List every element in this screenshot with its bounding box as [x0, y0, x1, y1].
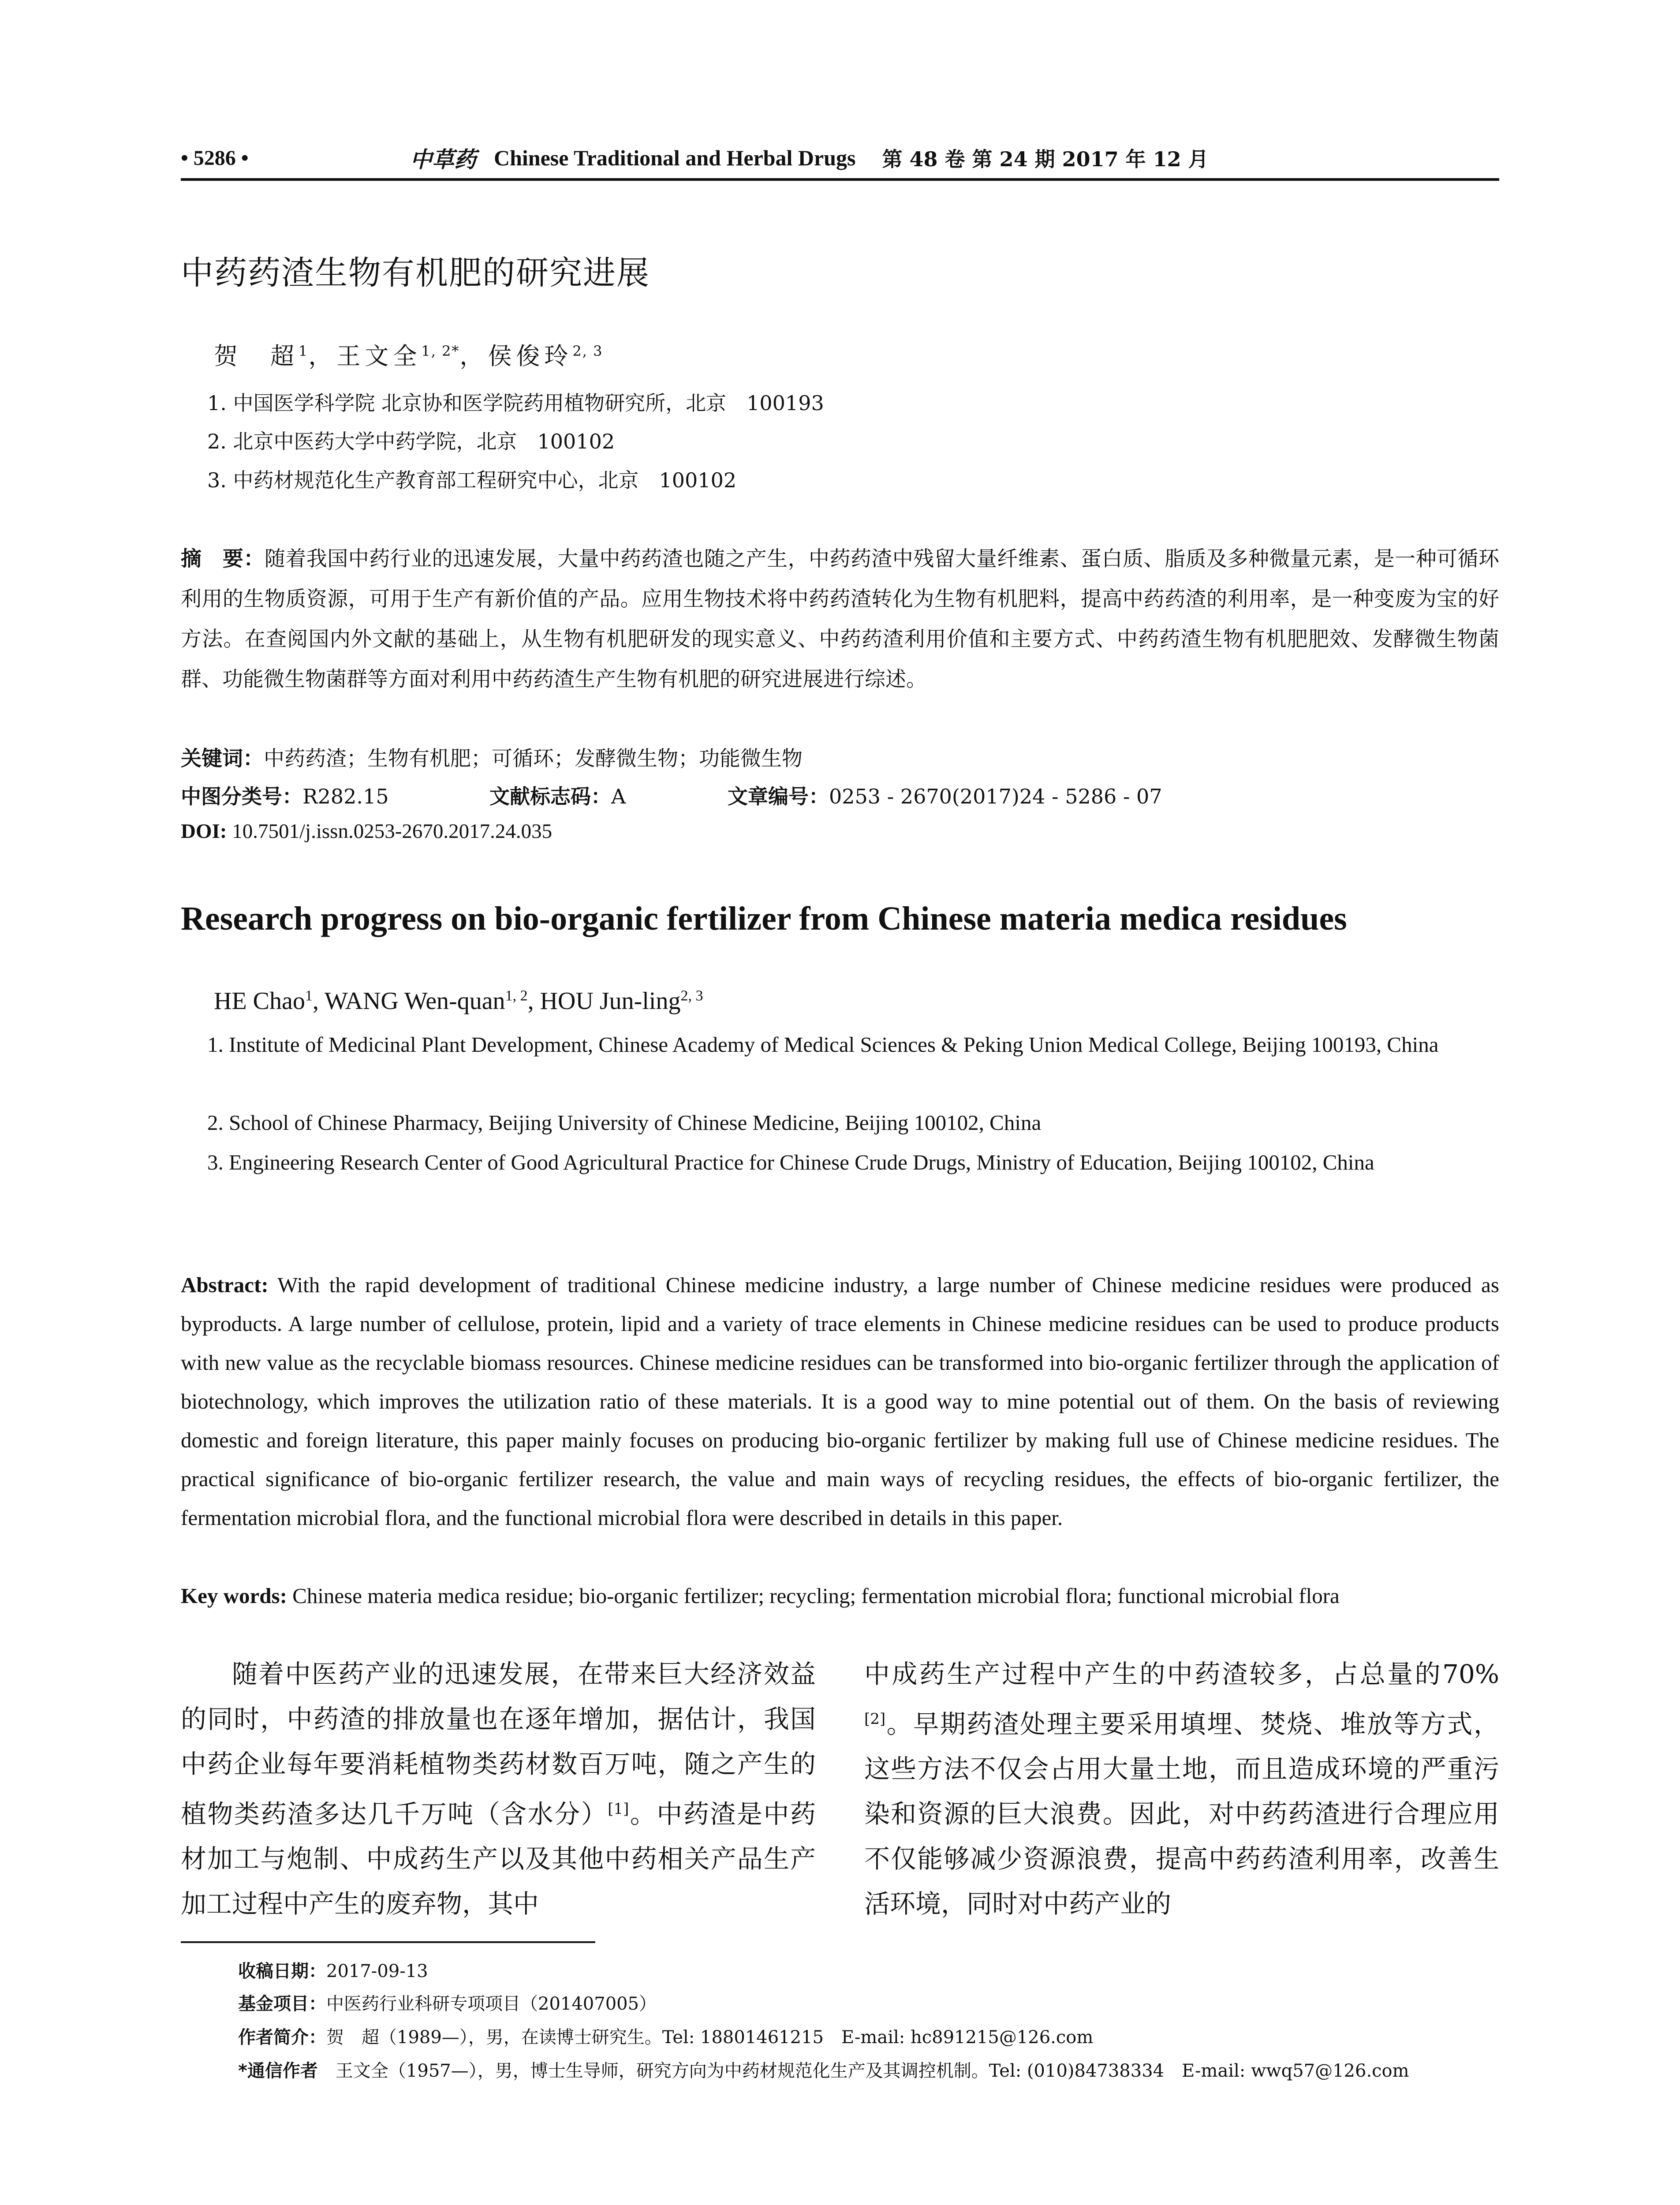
affiliation-en-text: 2. School of Chinese Pharmacy, Beijing University of Chinese Medicine, Beijing 100102, China	[207, 1110, 1042, 1135]
footnote-fund	[238, 1990, 657, 2015]
author-cn: 侯俊玲	[488, 342, 573, 370]
abstract-en-text: With the rapid development of traditional Chinese medicine industry, a large number of Chinese medicine residues were produced as byproducts. A large number of cellulose, protein, lipid and a variety of trace elements in Chinese medicine residues can be used to produce products with new value as the recyclable biomass resources. Chinese medicine residues can be transformed into bio-organic fertilizer through the application of biotechnology, which improves the utilization ratio of these materials. It is a good way to mine potential out of them. On the basis of reviewing domestic and foreign literature, this paper mainly focuses on producing bio-organic fertilizer by making full use of Chinese medicine residues. The practical significance of bio-organic fertilizer research, the value and main ways of recycling residues, the effects of bio-organic fertilizer, the fermentation microbial flora, and the functional microbial flora were described in details in this paper.	[181, 1273, 1499, 1530]
keywords-cn	[181, 742, 803, 772]
author-en: WANG Wen-quan	[324, 987, 505, 1015]
author-cn: 贺 超	[214, 342, 299, 370]
clc-field	[181, 781, 489, 810]
page-number: • 5286 •	[181, 146, 249, 170]
footnote-text: 2017-09-13	[326, 1961, 428, 1981]
footnote-label: 作者简介：	[238, 2027, 326, 2048]
abstract-cn	[181, 539, 1499, 699]
article-no-field	[728, 781, 1162, 810]
keywords-cn-text: 中药药渣；生物有机肥；可循环；发酵微生物；功能微生物	[264, 747, 803, 771]
body-text: 中成药生产过程中产生的中药渣较多，占总量的70%	[864, 1659, 1499, 1689]
clc-value: R282.15	[302, 785, 389, 808]
author-sup: 1, 2	[505, 987, 528, 1004]
doc-code-field	[489, 781, 728, 810]
affiliation-cn: 3. 中药材规范化生产教育部工程研究中心，北京 100102	[207, 468, 737, 492]
affiliation-en	[207, 1103, 1499, 1142]
footnote-received	[238, 1957, 428, 1982]
footnote-label: 基金项目：	[238, 1994, 326, 2014]
running-header	[181, 140, 1499, 176]
affiliation-cn: 1. 中国医学科学院 北京协和医学院药用植物研究所，北京 100193	[207, 391, 824, 415]
footnote-corresponding	[238, 2057, 1409, 2082]
author-en: HE Chao	[214, 987, 305, 1015]
classification-line	[181, 781, 1162, 810]
authors-en: HE Chao$^1$, WANG Wen-quan$^{1, 2}$, HOU Jun-ling$^{2, 3}$	[214, 987, 703, 1015]
doi-value: 10.7501/j.issn.0253-2670.2017.24.035	[232, 820, 553, 843]
keywords-en	[181, 1583, 1499, 1608]
abstract-cn-text: 随着我国中药行业的迅速发展，大量中药药渣也随之产生，中药药渣中残留大量纤维素、蛋白质、脂质及多种微量元素，是一种可循环利用的生物质资源，可用于生产有新价值的产品。应用生物技术将中药药渣转化为生物有机肥料，提高中药药渣的利用率，是一种变废为宝的好方法。在查阅国内外文献的基础上，从生物有机肥研发的现实意义、中药药渣利用价值和主要方式、中药药渣生物有机肥肥效、发酵微生物菌群、功能微生物菌群等方面对利用中药药渣生产生物有机肥的研究进展进行综述。	[181, 547, 1500, 691]
article-no-value: 0253 - 2670(2017)24 - 5286 - 07	[829, 785, 1162, 808]
footnote-rule	[181, 1941, 595, 1943]
doc-code-value: A	[611, 785, 626, 808]
affiliation-en-text: 1. Institute of Medicinal Plant Development, Chinese Academy of Medical Sciences & Peking Union Medical College, Beijing 100193, China	[207, 1032, 1439, 1057]
abstract-en	[181, 1266, 1499, 1537]
citation-ref[interactable]: [2]	[864, 1710, 886, 1728]
author-sup: 2, 3	[572, 343, 603, 359]
author-sup: 1	[299, 343, 309, 359]
footnote-text: 王文全（1957—），男，博士生导师，研究方向为中药材规范化生产及其调控机制。Tel: (010)84738334 E-mail: wwq57@126.com	[317, 2061, 1409, 2081]
footnote-author	[238, 2023, 1093, 2048]
author-sup: 2, 3	[680, 987, 703, 1004]
author-sup: 1, 2*	[421, 343, 460, 359]
body-column-right	[864, 1652, 1499, 1926]
header-rule	[181, 178, 1499, 181]
doi-label: DOI:	[181, 820, 227, 843]
affiliation-en	[207, 1025, 1499, 1064]
issue-info: 第 48 卷 第 24 期 2017 年 12 月	[882, 147, 1209, 171]
keywords-en-text: Chinese materia medica residue; bio-organic fertilizer; recycling; fermentation microbial flora; functional microbial flora	[292, 1584, 1340, 1608]
body-text: 随着中医药产业的迅速发展，在带来巨大经济效益的同时，中药渣的排放量也在逐年增加，据估计，我国中药企业每年要消耗植物类药材数百万吨，随之产生的植物类药渣多达几千万吨（含水分）	[181, 1659, 816, 1829]
affiliation-cn: 2. 北京中医药大学中药学院，北京 100102	[207, 430, 615, 453]
article-no-label: 文章编号：	[728, 785, 829, 808]
affiliation-en-text: 3. Engineering Research Center of Good Agricultural Practice for Chinese Crude Drugs, Ministry of Education, Beijing 100102, China	[207, 1150, 1374, 1174]
footnote-label: 收稿日期：	[238, 1961, 326, 1981]
title-en: Research progress on bio-organic fertilizer from Chinese materia medica residues	[181, 900, 1347, 937]
body-text: 。早期药渣处理主要采用填埋、焚烧、堆放等方式，这些方法不仅会占用大量土地，而且造成环境的严重污染和资源的巨大浪费。因此，对中药药渣进行合理应用不仅能够减少资源浪费，提高中药药渣利用率，改善生活环境，同时对中药产业的	[864, 1709, 1499, 1919]
body-column-left	[181, 1652, 816, 1926]
abstract-cn-label: 摘 要：	[181, 547, 265, 571]
author-en: HOU Jun-ling	[540, 987, 681, 1015]
author-sup: 1	[305, 987, 313, 1004]
footnote-text: 中医药行业科研专项项目（201407005）	[326, 1994, 657, 2014]
keywords-en-label: Key words:	[181, 1584, 287, 1608]
body-text: 。中药渣是中药材加工与炮制、中成药生产以及其他中药相关产品生产加工过程中产生的废弃物，其中	[181, 1799, 816, 1919]
affiliation-en	[207, 1143, 1499, 1182]
doi-line	[181, 819, 552, 843]
clc-label: 中图分类号：	[181, 785, 302, 808]
abstract-en-label: Abstract:	[181, 1273, 269, 1297]
title-cn: 中药药渣生物有机肥的研究进展	[181, 254, 650, 292]
authors-cn: 贺 超$^1$，王文全$^{1, 2*}$，侯俊玲$^{2, 3}$	[214, 342, 603, 370]
footnote-text: 贺 超（1989—），男，在读博士研究生。Tel: 18801461215 E-mail: hc891215@126.com	[326, 2027, 1094, 2048]
keywords-cn-label: 关键词：	[181, 747, 264, 771]
author-cn: 王文全	[336, 342, 422, 370]
doc-code-label: 文献标志码：	[489, 785, 611, 808]
journal-name-en: Chinese Traditional and Herbal Drugs	[494, 146, 856, 170]
footnote-label: *通信作者	[238, 2061, 318, 2081]
citation-ref[interactable]: [1]	[608, 1800, 629, 1818]
journal-name-cn: 中草药	[410, 146, 476, 172]
